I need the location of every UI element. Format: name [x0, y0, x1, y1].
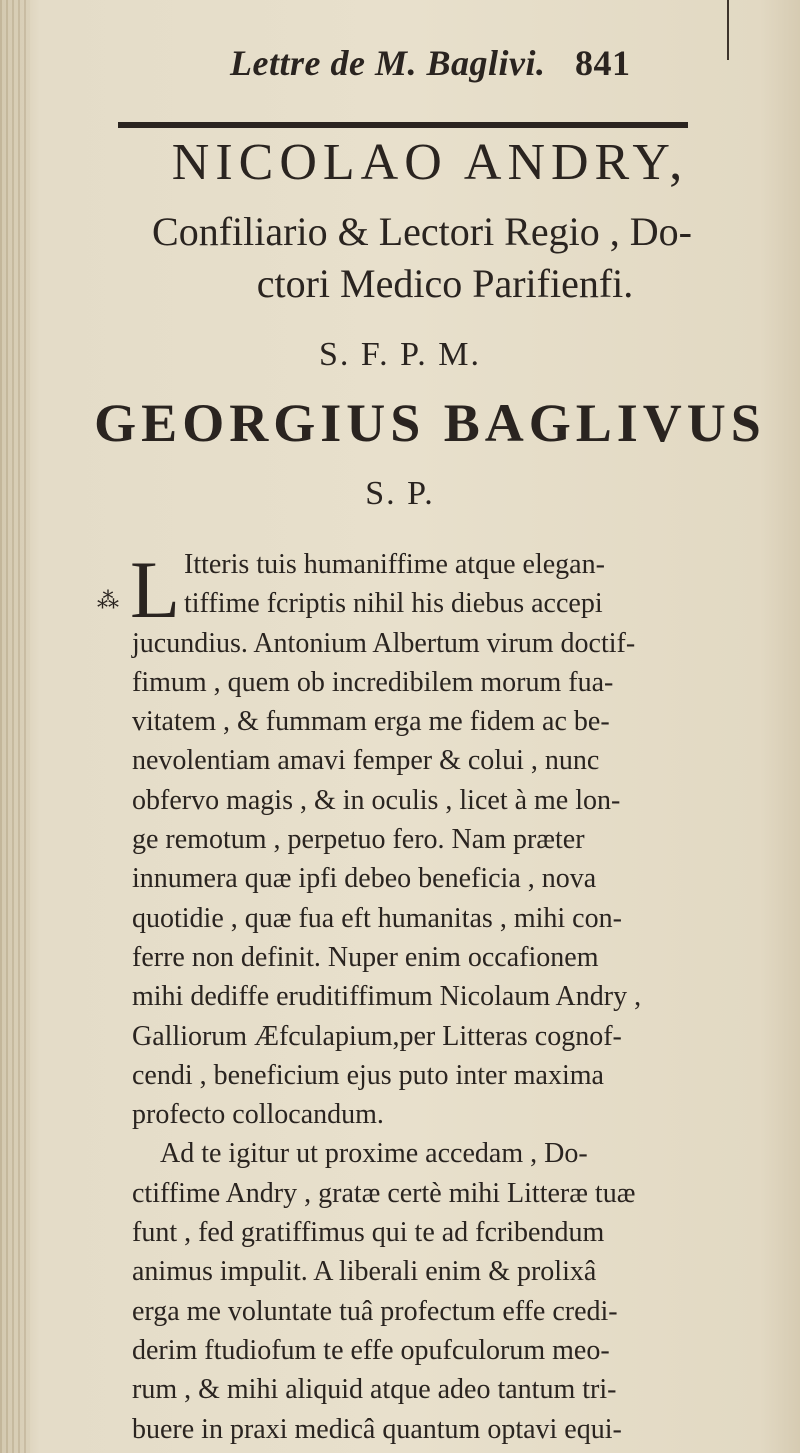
text-line: rum , & mihi aliquid atque adeo tantum tri-	[132, 1374, 617, 1406]
running-title: Lettre de M. Baglivi.	[230, 43, 546, 83]
addressee-name: NICOLAO ANDRY,	[171, 134, 689, 191]
drop-cap: L	[130, 544, 181, 635]
text-line: fimum , quem ob incredibilem morum fua-	[132, 666, 614, 698]
text-line: innumera quæ ipfi debeo beneficia , nova	[132, 863, 597, 895]
text-line: funt , fed gratiffimus qui te ad fcribendum	[132, 1217, 605, 1249]
text-line: vitatem , & fummam erga me fidem ac be-	[132, 706, 610, 738]
running-head	[230, 42, 690, 86]
text-line: mihi dediffe eruditiffimum Nicolaum Andry ,	[132, 981, 642, 1013]
page-number: 841	[575, 43, 631, 83]
text-line: obfervo magis , & in oculis , licet à me lon-	[132, 784, 621, 816]
header-rule	[118, 122, 688, 128]
text-line: ctiffime Andry , gratæ certè mihi Litteræ tuæ	[132, 1177, 636, 1209]
text-line: Itteris tuis humaniffime atque elegan-	[184, 549, 605, 580]
text-line: ferre non definit. Nuper enim occafionem	[132, 941, 599, 973]
text-line: derim ftudiofum te effe opufculorum meo-	[132, 1334, 610, 1366]
margin-mark: ⁂	[97, 588, 119, 613]
salutation-abbreviation: S. P.	[365, 475, 435, 512]
text-line: tiffime fcriptis nihil his diebus accepi	[184, 588, 603, 620]
text-line: nevolentiam amavi femper & colui , nunc	[132, 745, 600, 777]
text-line: buere in praxi medicâ quantum optavi equi-	[132, 1413, 622, 1445]
author-name: GEORGIUS BAGLIVUS	[94, 393, 766, 453]
letter-body	[132, 545, 672, 1449]
text-line: quotidie , quæ fua eft humanitas , mihi con-	[132, 902, 622, 934]
text-line: Ad te igitur ut proxime accedam , Do-	[160, 1138, 588, 1170]
text-line: erga me voluntate tuâ profectum effe credi-	[132, 1295, 618, 1327]
text-line: cendi , beneficium ejus puto inter maxima	[132, 1059, 604, 1091]
text-line: jucundius. Antonium Albertum virum doctif-	[132, 627, 636, 659]
text-line: animus impulit. A liberali enim & prolixâ	[132, 1256, 597, 1288]
gutter-shadow	[727, 0, 729, 60]
addressee-title-line-2: ctori Medico Parifienfi.	[256, 261, 634, 306]
text-line: profecto collocandum.	[132, 1099, 384, 1131]
text-line: Galliorum Æfculapium,per Litteras cognof-	[132, 1020, 622, 1052]
text-line: ge remotum , perpetuo fero. Nam præter	[132, 824, 585, 856]
addressee-title-line-1: Confiliario & Lectori Regio , Do-	[152, 209, 692, 254]
greeting-abbreviation: S. F. P. M.	[319, 336, 481, 373]
